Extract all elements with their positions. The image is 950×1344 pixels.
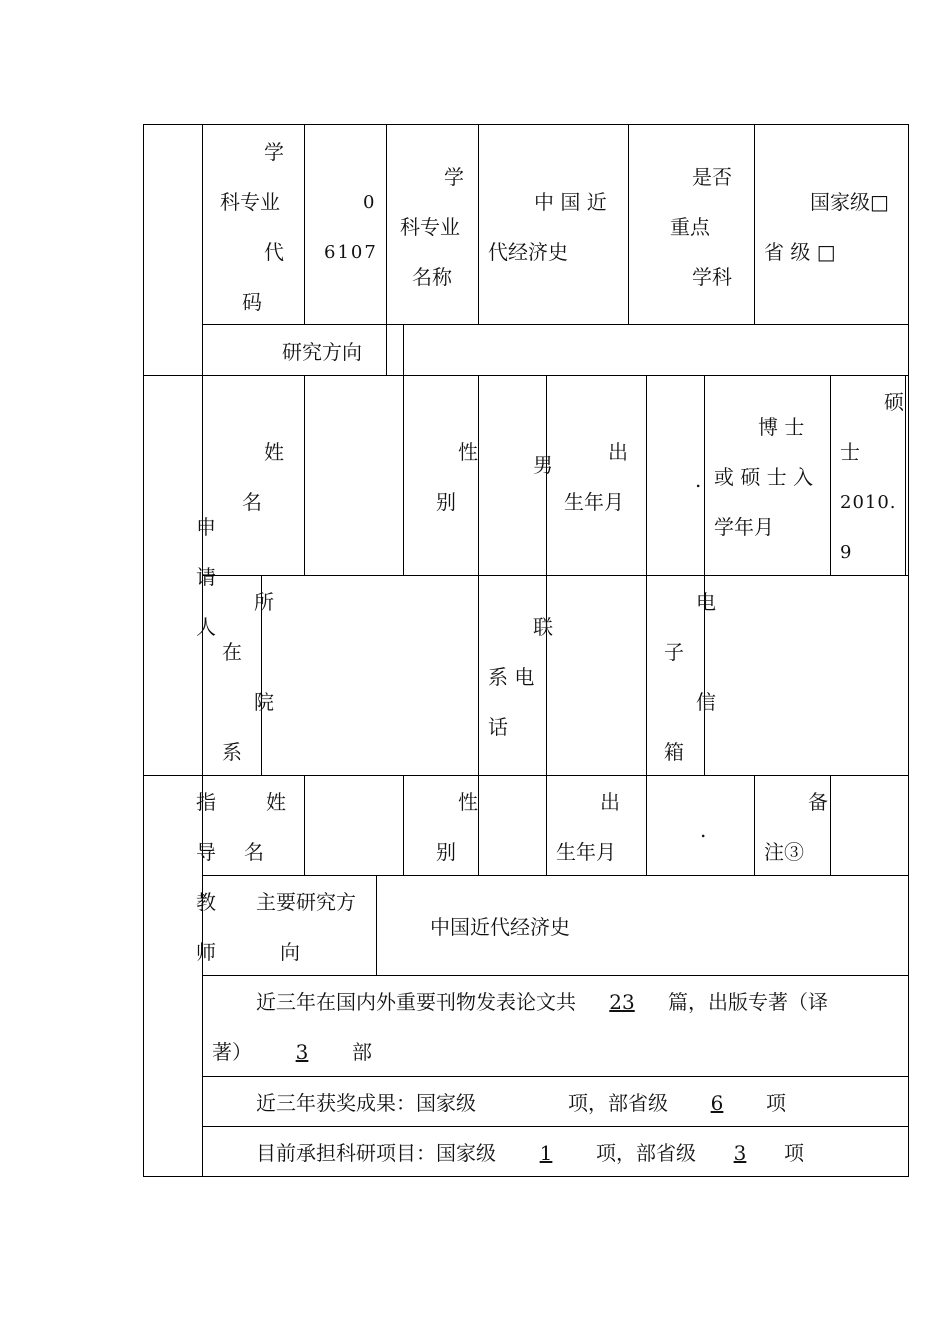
applicant-dept-label-2: 在 — [222, 640, 242, 664]
advisor-gender-label-2: 别 — [436, 840, 456, 864]
advisor-name-field[interactable] — [305, 776, 402, 874]
applicant-gender-label-1: 性 — [458, 440, 478, 464]
applicant-dept-field[interactable] — [262, 576, 477, 774]
advisor-name-label-1: 姓 — [266, 790, 286, 814]
advisor-name-label-2: 名 — [244, 840, 264, 864]
discipline-code-label-2: 科专业 — [220, 190, 280, 214]
research-direction-label: 研究方向 — [282, 340, 362, 364]
papers-count[interactable]: 23 — [609, 990, 635, 1014]
applicant-phone-label-3: 话 — [488, 715, 508, 739]
applicant-dept-label-1: 所 — [254, 590, 274, 614]
awards-provincial[interactable]: 6 — [710, 1091, 724, 1115]
discipline-code-label-3: 代 — [264, 240, 284, 264]
awards-text-2: 项，部省级 — [568, 1091, 668, 1115]
key-discipline-label-3: 学科 — [692, 265, 732, 289]
applicant-section-label-2: 请 — [196, 565, 216, 589]
discipline-name-value-2: 代经济史 — [488, 240, 568, 264]
discipline-name-label-1: 学 — [444, 165, 464, 189]
applicant-birth-value: . — [695, 468, 702, 492]
projects-provincial[interactable]: 3 — [733, 1141, 747, 1165]
awards-text-3: 项 — [766, 1091, 786, 1115]
projects-national[interactable]: 1 — [539, 1141, 553, 1165]
advisor-section-label-1: 指 — [196, 790, 216, 814]
awards-line — [256, 1091, 786, 1116]
applicant-birth-label-1: 出 — [608, 440, 628, 464]
applicant-email-label-4: 箱 — [664, 740, 684, 764]
enroll-value-1: 硕 — [884, 390, 904, 414]
projects-text-3: 项 — [784, 1141, 804, 1165]
enroll-label-3: 学年月 — [714, 515, 774, 539]
enroll-value-2: 士 — [840, 440, 860, 464]
applicant-phone-label-2: 系 电 — [488, 665, 535, 689]
projects-text-1: 目前承担科研项目：国家级 — [256, 1141, 496, 1165]
applicant-name-label-2: 名 — [242, 490, 262, 514]
discipline-name-label-2: 科专业 — [400, 215, 460, 239]
advisor-section-label-3: 教 — [196, 890, 216, 914]
awards-text-1: 近三年获奖成果：国家级 — [256, 1091, 476, 1115]
research-direction-field[interactable] — [404, 325, 907, 375]
applicant-email-label-2: 子 — [664, 640, 684, 664]
discipline-code-value-2: 6107 — [324, 242, 378, 263]
applicant-name-field[interactable] — [305, 376, 402, 574]
advisor-direction-label-2: 向 — [280, 940, 300, 964]
enroll-label-1: 博 士 — [758, 415, 805, 439]
key-discipline-label-1: 是否 — [692, 165, 732, 189]
papers-text-4: 部 — [352, 1040, 372, 1064]
level-option-provincial[interactable]: 省 级 □ — [764, 240, 836, 264]
papers-text-1: 近三年在国内外重要刊物发表论文共 — [256, 990, 576, 1014]
advisor-birth-value: . — [700, 818, 707, 842]
applicant-email-label-3: 信 — [696, 690, 716, 714]
discipline-name-label-3: 名称 — [412, 265, 452, 289]
enroll-value-4: 9 — [840, 542, 852, 563]
enroll-value-3: 2010. — [840, 492, 897, 513]
advisor-gender-label-1: 性 — [458, 790, 478, 814]
discipline-code-value-1: 0 — [363, 192, 377, 213]
advisor-birth-label-1: 出 — [600, 790, 620, 814]
applicant-name-label-1: 姓 — [264, 440, 284, 464]
advisor-section-label-2: 导 — [196, 840, 216, 864]
applicant-email-label-1: 电 — [696, 590, 716, 614]
applicant-birth-label-2: 生年月 — [564, 490, 624, 514]
advisor-direction-value: 中国近代经济史 — [430, 915, 570, 939]
key-discipline-label-2: 重点 — [670, 215, 710, 239]
applicant-section-label-3: 人 — [196, 615, 216, 639]
applicant-dept-label-3: 院 — [254, 690, 274, 714]
advisor-remark-label-2: 注③ — [764, 840, 804, 864]
advisor-birth-label-2: 生年月 — [556, 840, 616, 864]
books-count[interactable]: 3 — [295, 1040, 309, 1064]
applicant-phone-field[interactable] — [547, 576, 645, 774]
papers-line-1 — [256, 990, 828, 1015]
discipline-name-value-1: 中 国 近 — [534, 190, 607, 214]
applicant-gender-value: 男 — [533, 453, 553, 477]
level-option-national[interactable]: 国家级□ — [810, 190, 889, 214]
applicant-section-label-1: 申 — [196, 515, 216, 539]
applicant-phone-label-1: 联 — [533, 615, 553, 639]
projects-line — [256, 1141, 804, 1166]
advisor-remark-field[interactable] — [831, 776, 907, 874]
discipline-code-label-4: 码 — [242, 290, 262, 314]
projects-text-2: 项，部省级 — [596, 1141, 696, 1165]
advisor-section-label-4: 师 — [196, 940, 216, 964]
advisor-gender-field[interactable] — [479, 776, 545, 874]
papers-line-2 — [212, 1040, 372, 1065]
advisor-remark-label-1: 备 — [808, 790, 828, 814]
discipline-code-label-1: 学 — [264, 140, 284, 164]
advisor-direction-label-1: 主要研究方 — [256, 890, 356, 914]
papers-text-2: 篇，出版专著（译 — [668, 990, 828, 1014]
enroll-label-2: 或 硕 士 入 — [714, 465, 814, 489]
applicant-email-field[interactable] — [705, 576, 907, 774]
applicant-gender-label-2: 别 — [436, 490, 456, 514]
applicant-dept-label-4: 系 — [222, 740, 242, 764]
papers-text-3: 著） — [212, 1040, 252, 1064]
